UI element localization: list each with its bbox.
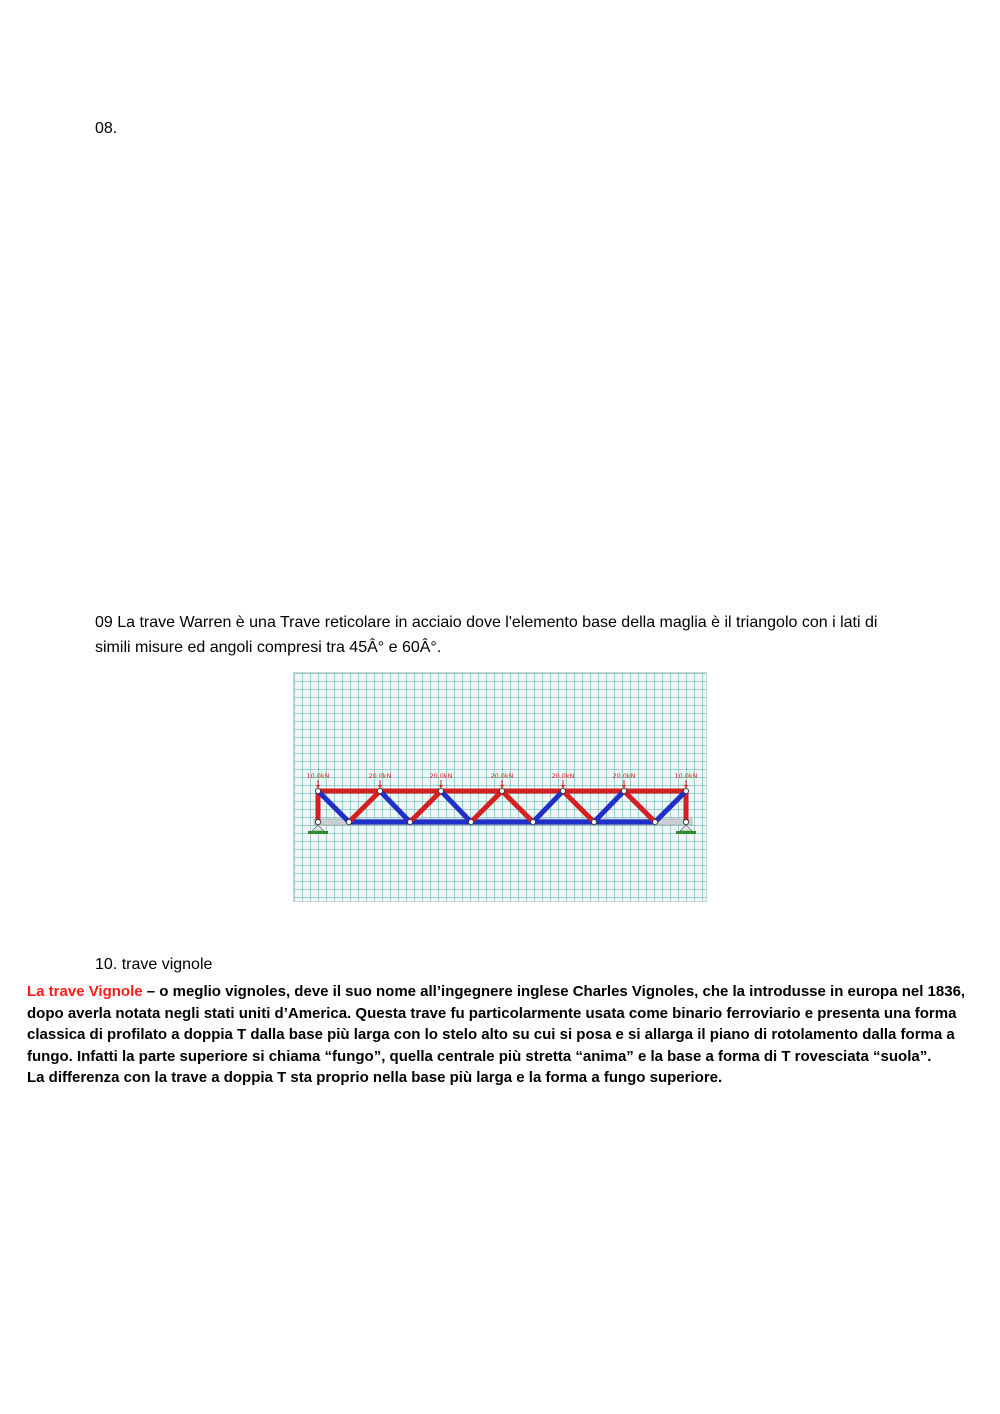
diagonal [563,791,594,822]
load-arrows [306,772,697,789]
diagonal [410,791,441,822]
truss-joint [438,788,443,793]
load-label: 20.0kN [429,772,453,780]
truss-joint [652,819,657,824]
warren-truss-figure [293,672,707,902]
truss-joint [407,819,412,824]
truss-joint [315,788,320,793]
diagonal [624,791,655,822]
section-10-body [27,981,977,1089]
highlight-term: La trave Vignole [27,983,143,1000]
diagonal [655,791,686,822]
truss-joint [315,819,320,824]
load-label: 20.0kN [551,772,575,780]
diagonal [380,791,410,822]
support-left [308,825,328,834]
section-08-number: 08. [95,120,118,137]
body-conclusion: La differenza con la trave a doppia T sta proprio nella base più larga e la forma a fungo superiore. [27,1069,723,1086]
diagonal [471,791,502,822]
truss-joint [560,788,565,793]
truss-joint [621,788,626,793]
warren-truss-diagram [294,673,708,903]
truss-joint [499,788,504,793]
truss-joint [530,819,535,824]
section-10-heading: 10. trave vignole [95,956,213,973]
diagonal [441,791,471,822]
diagonal [533,791,563,822]
truss-joint [683,788,688,793]
diagonal [318,791,349,822]
diagonal [594,791,624,822]
diagonal [502,791,533,822]
truss-joint [591,819,596,824]
truss-joint [346,819,351,824]
load-label: 10.0kN [306,772,330,780]
truss-joint [683,819,688,824]
load-label: 20.0kN [490,772,514,780]
load-label: 20.0kN [612,772,636,780]
truss-joint [468,819,473,824]
truss-joint [377,788,382,793]
load-label: 20.0kN [368,772,392,780]
support-right [676,825,696,834]
section-09-paragraph: 09 La trave Warren è una Trave reticolare in acciaio dove l'elemento base della maglia è il triangolo con i lati di simili misure ed angoli compresi tra 45Â° e 60Â°. [95,614,878,656]
load-label: 10.0kN [674,772,698,780]
body-paragraph: – o meglio vignoles, deve il suo nome all’ingegnere inglese Charles Vignoles, che la introdusse in europa nel 1836, dopo averla notata negli stati uniti d’America. Questa trave fu particolarmente usata come binario ferroviario e presenta una forma classica di profilato a doppia T dalla base più larga con lo stelo alto su cui si posa e si allarga il piano di rotolamento dalla forma a fungo. Infatti la parte superiore si chiama “fungo”, quella centrale più stretta “anima” e la base a forma di T rovesciata “suola”. [27,983,966,1065]
diagonal [349,791,380,822]
